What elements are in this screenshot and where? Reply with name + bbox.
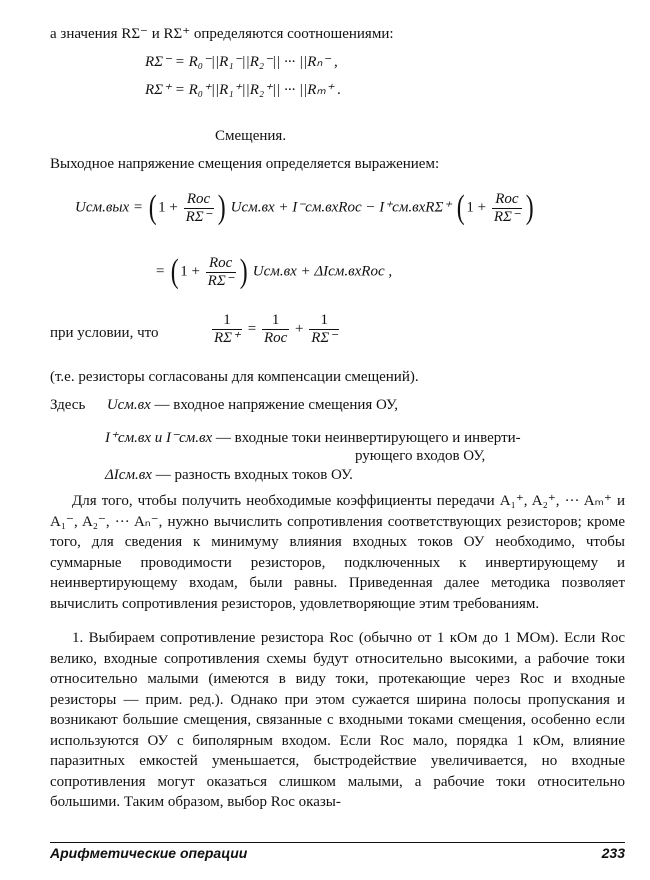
definitions-here: Здесь Uсм.вх — входное напряжение смещения ОУ, [50,397,398,413]
footer-rule [50,842,625,843]
def-offset-voltage-text: — входное напряжение смещения ОУ, [154,397,398,413]
def-input-currents: I⁺см.вх и I⁻см.вх — входные токи неинвертирующего и инверти- [105,430,521,446]
def-input-currents-cont: рующего входов ОУ, [355,448,486,464]
paragraph-coefficients: Для того, чтобы получить необходимые коэффициенты передачи A₁⁺, A₂⁺, ··· Aₘ⁺ и A₁⁻, A₂⁻, ··· Aₙ⁻, нужно вычислить сопротивления соответствующих резисторов; кроме того, для сведения к минимуму влияния входных токов ОУ необходимо, чтобы суммарные проводимости резисторов, подключенных к инвертирующему и неинвертирующему входам, были равны. Приведенная далее методика позволяет вычислить сопротивления резисторов, удовлетворяющие этим требованиям. [50,493,625,612]
formula-eq-sign: = [155,263,166,280]
equation-r-sigma-plus: RΣ⁺ = R₀⁺||R₁⁺||R₂⁺|| ··· ||Rₘ⁺ . [145,82,342,98]
formula-lhs: Uсм.вых = [75,199,144,216]
page-number: 233 [601,845,625,861]
def-offset-voltage-symbol: Uсм.вх [106,397,151,413]
fraction-roc-over-rsigma-minus: $\frac{\text{Roc}}{R\Sigma^-}$ [185,190,212,225]
formula-line-2: = ( 1 + $\frac{\text{Roc}}{R\Sigma^-}$ ) Uсм.вх + ΔIсм.вхRoc , [155,253,393,290]
intro-line: а значения RΣ⁻ и RΣ⁺ определяются соотношениями: [50,26,394,42]
formula-one-plus: 1 + [158,199,178,216]
formula-line-1: Uсм.вых = ( 1 + $\frac{\text{Roc}}{R\Sigma^-}$ ) Uсм.вх + I⁻см.вхRoc − I⁺см.вхRΣ⁺ ( 1 + $\frac{\text{Roc}}{R\Sigma^-}$ ) [75,189,534,226]
equation-r-sigma-minus: RΣ⁻ = R₀⁻||R₁⁻||R₂⁻|| ··· ||Rₙ⁻ , [145,54,338,70]
footer-section-title: Арифметические операции [50,845,248,861]
condition-label: при условии, что [50,325,159,341]
paragraph-step-1: 1. Выбираем сопротивление резистора Roc (обычно от 1 кОм до 1 МОм). Если Roc велико, входные сопротивления схемы будут относительно высокими, а рабочие токи относительно малыми (имеются в виду токи, протекающие через Roc и входные резисторы — прим. ред.). Однако при этом сужается ширина полосы пропускания и возникают большие смещения, связанные с входными токами смещения, особенно если используются ОУ с биполярным входом. Если Roc мало, порядка 1 кОм, влияние паразитных емкостей уменьшается, быстродействие увеличивается, но входные сопротивления могут оказаться слишком малыми, а рабочие токи относительно большими. Таким образом, выбор Roc оказы- [50,630,625,810]
formula-term1: Uсм.вх + I⁻см.вхRoc − I⁺см.вхRΣ⁺ [230,199,452,216]
def-current-difference: ΔIсм.вх — разность входных токов ОУ. [105,467,353,483]
section-title: Смещения. [215,128,287,144]
condition-formula: $\frac{1}{R\Sigma^+}$ = $\frac{1}{\text{Roc}}$ + $\frac{1}{R\Sigma^-}$ [214,312,338,346]
fraction-roc-over-rsigma-minus-3: $\frac{\text{Roc}}{R\Sigma^-}$ [207,254,234,289]
fraction-roc-over-rsigma-minus-2: $\frac{\text{Roc}}{R\Sigma^-}$ [493,190,520,225]
output-intro: Выходное напряжение смещения определяется выражением: [50,156,440,172]
formula-term2: Uсм.вх + ΔIсм.вхRoc , [252,263,393,280]
resistor-note: (т.е. резисторы согласованы для компенсации смещений). [50,369,419,385]
